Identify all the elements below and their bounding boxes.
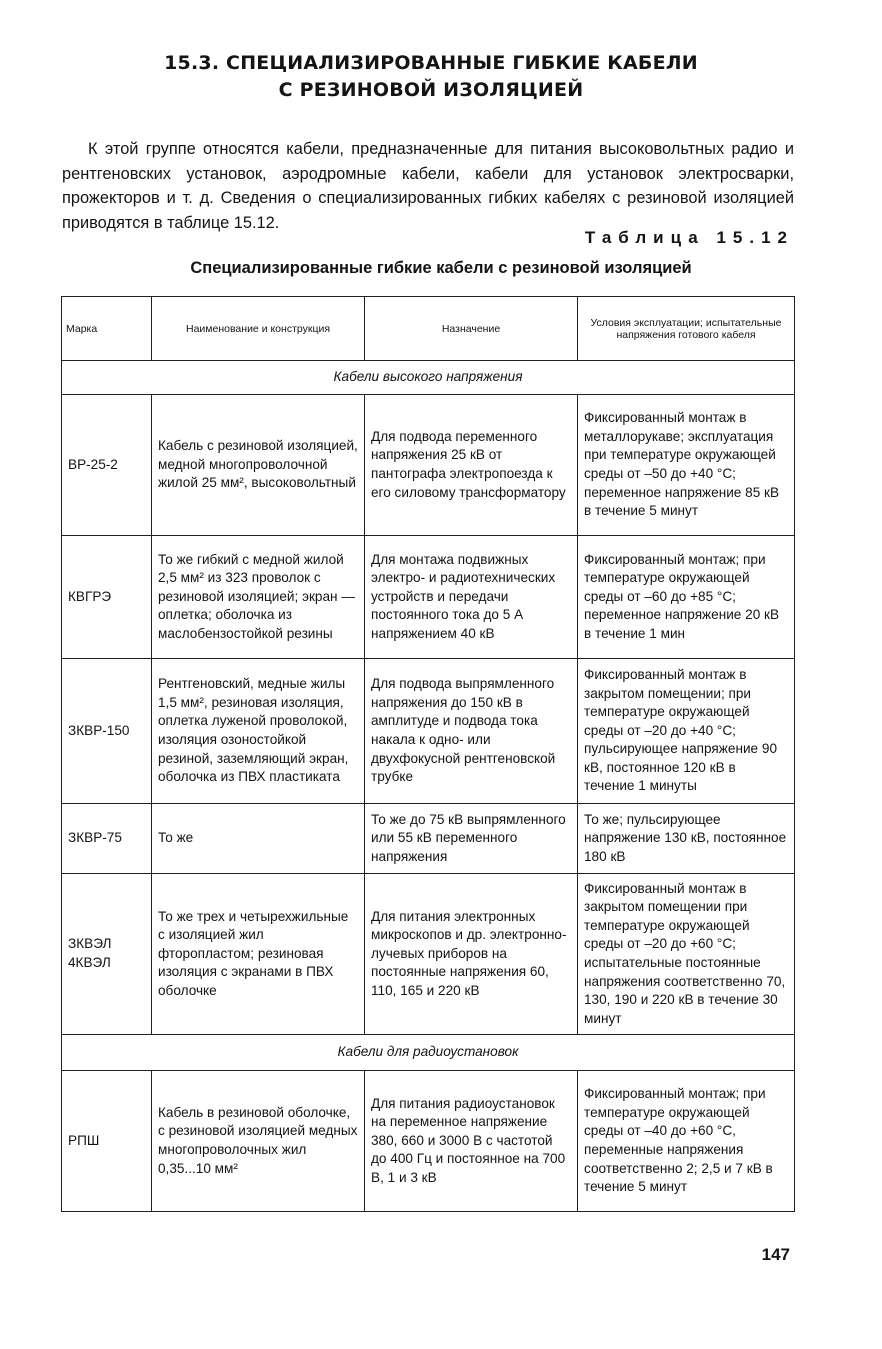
header-mark: Марка xyxy=(62,297,152,361)
cell-mark: ЗКВР-150 xyxy=(62,659,152,804)
cell-conditions: Фиксированный монтаж в закрытом помещении; при температуре окружающей среды от –20 до +40 °С; пульсирующее напряжение 90 кВ, постоянное 120 кВ в течение 1 минуты xyxy=(578,659,795,804)
section-label-radio: Кабели для радиоустановок xyxy=(62,1035,795,1071)
table-header-row xyxy=(62,297,795,361)
cell-conditions: Фиксированный монтаж в металлорукаве; эксплуатация при температуре окружающей среды от –50 до +40 °С; переменное напряжение 85 кВ в течение 5 минут xyxy=(578,395,795,536)
cell-name: Кабель в резиновой оболочке, с резиновой изоляцией медных многопроволочных жил 0,35...10 мм² xyxy=(152,1071,365,1212)
cell-purpose: Для питания электронных микроскопов и др. электронно-лучевых приборов на постоянные напряжения 60, 110, 165 и 220 кВ xyxy=(365,874,578,1035)
table-row xyxy=(62,1071,795,1212)
header-conditions: Условия эксплуатации; испытательные напряжения готового кабеля xyxy=(578,297,795,361)
cell-purpose: То же до 75 кВ выпрямленного или 55 кВ переменного напряжения xyxy=(365,804,578,874)
cell-conditions: То же; пульсирующее напряжение 130 кВ, постоянное 180 кВ xyxy=(578,804,795,874)
cell-name: Рентгеновский, медные жилы 1,5 мм², резиновая изоляция, оплетка луженой проволокой, изоляция озоностойкой резиной, заземляющий экран, оболочка из ПВХ пластиката xyxy=(152,659,365,804)
section-title-line2: С РЕЗИНОВОЙ ИЗОЛЯЦИЕЙ xyxy=(278,79,584,101)
cell-name: То же xyxy=(152,804,365,874)
cell-purpose: Для подвода выпрямленного напряжения до 150 кВ в амплитуде и подвода тока накала к одно- или двухфокусной рентгеновской трубке xyxy=(365,659,578,804)
cell-purpose: Для подвода переменного напряжения 25 кВ от пантографа электропоезда к его силовому трансформатору xyxy=(365,395,578,536)
cell-name: То же гибкий с медной жилой 2,5 мм² из 323 проволок с резиновой изоляцией; экран — оплетка; оболочка из маслобензостойкой резины xyxy=(152,536,365,659)
intro-paragraph: К этой группе относятся кабели, предназначенные для питания высоковольтных радио и рентгеновских установок, аэродромные кабели, кабели для установок электросварки, прожекторов и т. д. Сведения о специализированных гибких кабелях с резиновой изоляцией приводятся в таблице 15.12. xyxy=(62,140,794,232)
cell-mark: ВР-25-2 xyxy=(62,395,152,536)
table-label: Таблица 15.12 xyxy=(584,228,794,247)
cell-mark: ЗКВЭЛ 4КВЭЛ xyxy=(62,874,152,1035)
cell-purpose: Для монтажа подвижных электро- и радиотехнических устройств и передачи постоянного тока до 5 А напряжением 40 кВ xyxy=(365,536,578,659)
table-row xyxy=(62,874,795,1035)
section-row-high-voltage xyxy=(62,361,795,395)
header-name: Наименование и конструкция xyxy=(152,297,365,361)
table-row xyxy=(62,395,795,536)
table-row xyxy=(62,659,795,804)
cell-conditions: Фиксированный монтаж; при температуре окружающей среды от –60 до +85 °С; переменное напряжение 20 кВ в течение 1 мин xyxy=(578,536,795,659)
section-title-line1: 15.3. СПЕЦИАЛИЗИРОВАННЫЕ ГИБКИЕ КАБЕЛИ xyxy=(164,52,698,74)
cell-name: Кабель с резиновой изоляцией, медной многопроволочной жилой 25 мм², высоковольтный xyxy=(152,395,365,536)
cell-conditions: Фиксированный монтаж; при температуре окружающей среды от –40 до +60 °С, переменные напряжения соответственно 2; 2,5 и 7 кВ в течение 5 минут xyxy=(578,1071,795,1212)
cell-conditions: Фиксированный монтаж в закрытом помещении при температуре окружающей среды от –20 до +60 °С; испытательные постоянные напряжения соответственно 70, 130, 190 и 220 кВ в течение 30 минут xyxy=(578,874,795,1035)
cell-purpose: Для питания радиоустановок на переменное напряжение 380, 660 и 3000 В с частотой до 400 Гц и постоянное на 700 В, 1 и 3 кВ xyxy=(365,1071,578,1212)
cell-mark: ЗКВР-75 xyxy=(62,804,152,874)
header-purpose: Назначение xyxy=(365,297,578,361)
cell-mark: РПШ xyxy=(62,1071,152,1212)
section-label-high-voltage: Кабели высокого напряжения xyxy=(62,361,795,395)
cell-name: То же трех и четырехжильные с изоляцией жил фторопластом; резиновая изоляция с экранами в ПВХ оболочке xyxy=(152,874,365,1035)
cables-table xyxy=(61,296,795,1212)
cell-mark: КВГРЭ xyxy=(62,536,152,659)
table-row xyxy=(62,804,795,874)
page-number: 147 xyxy=(761,1245,790,1264)
table-caption: Специализированные гибкие кабели с резиновой изоляцией xyxy=(190,259,692,277)
table-row xyxy=(62,536,795,659)
section-row-radio xyxy=(62,1035,795,1071)
